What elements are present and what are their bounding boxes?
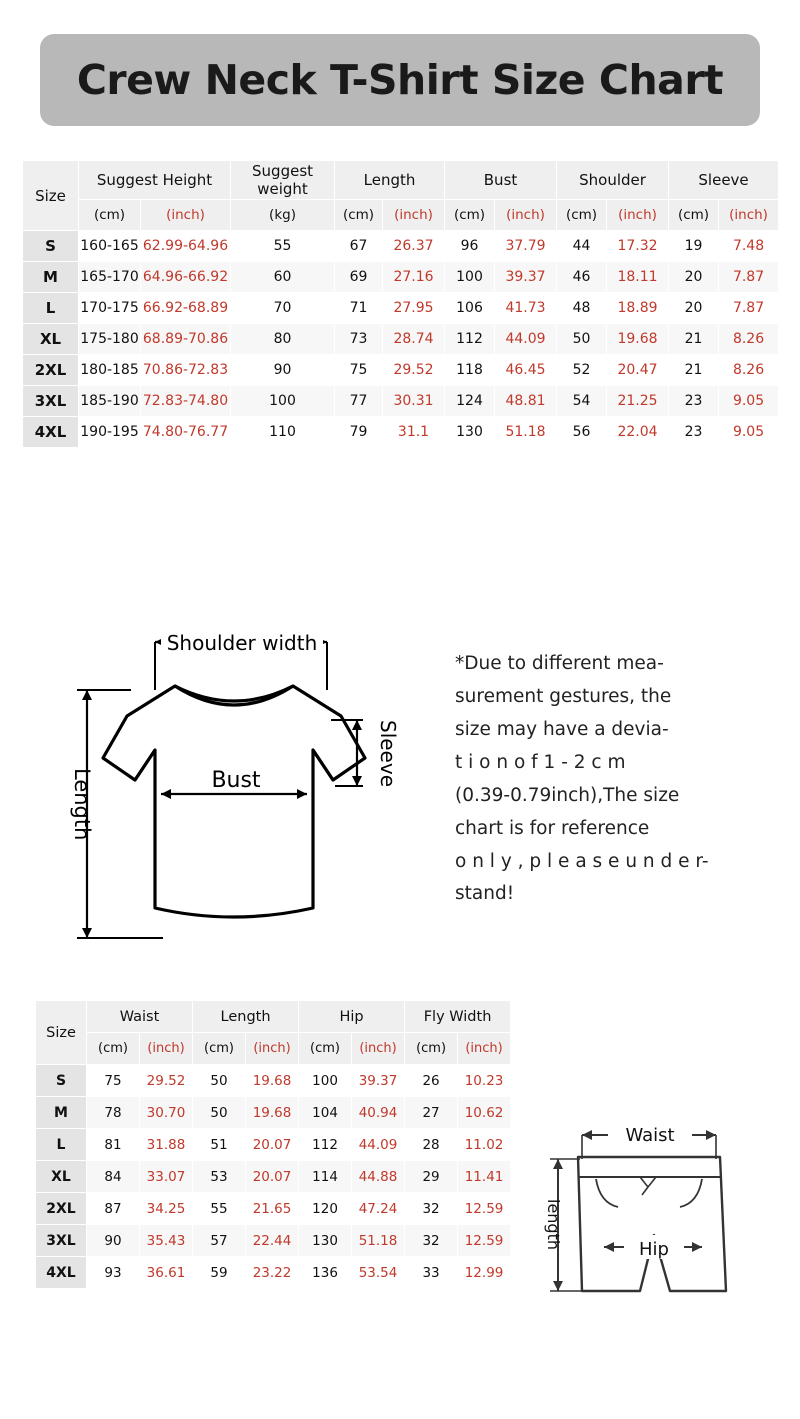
table-row — [36, 1257, 511, 1289]
cell-hip-cm: 112 — [299, 1129, 352, 1161]
page-title-banner — [40, 34, 760, 126]
unit-sleeve-inch: (inch) — [719, 200, 779, 231]
cell-length-inch: 20.07 — [246, 1161, 299, 1193]
unit-weight-kg: (kg) — [231, 200, 335, 231]
cell-bust-cm: 112 — [445, 324, 495, 355]
cell-bust-cm: 100 — [445, 262, 495, 293]
cell-hip-inch: 40.94 — [352, 1097, 405, 1129]
cell-length-inch: 29.52 — [383, 355, 445, 386]
cell-weight-kg: 70 — [231, 293, 335, 324]
cell-waist-inch: 29.52 — [140, 1065, 193, 1097]
cell-hip-inch: 44.88 — [352, 1161, 405, 1193]
cell-hip-cm: 114 — [299, 1161, 352, 1193]
col-header-size: Size — [23, 161, 79, 231]
cell-length-inch: 19.68 — [246, 1097, 299, 1129]
cell-length-inch: 23.22 — [246, 1257, 299, 1289]
col-header-hip: Hip — [299, 1001, 405, 1033]
col-header-shoulder: Shoulder — [557, 161, 669, 200]
cell-sleeve-inch: 9.05 — [719, 417, 779, 448]
cell-length-cm: 67 — [335, 231, 383, 262]
cell-length-inch: 26.37 — [383, 231, 445, 262]
cell-fly-inch: 12.59 — [458, 1225, 511, 1257]
table-row — [36, 1129, 511, 1161]
cell-length-cm: 53 — [193, 1161, 246, 1193]
hip-label: Hip — [639, 1239, 669, 1260]
cell-sleeve-inch: 7.48 — [719, 231, 779, 262]
cell-height-cm: 175-180 — [79, 324, 141, 355]
cell-waist-inch: 36.61 — [140, 1257, 193, 1289]
table-header-row-units — [23, 200, 779, 231]
cell-height-cm: 185-190 — [79, 386, 141, 417]
cell-fly-inch: 12.59 — [458, 1193, 511, 1225]
unit-waist-inch: (inch) — [140, 1033, 193, 1065]
measurement-note — [455, 648, 765, 911]
table-header-row-groups — [36, 1001, 511, 1033]
unit-sleeve-cm: (cm) — [669, 200, 719, 231]
col-header-length: Length — [335, 161, 445, 200]
cell-length-cm: 59 — [193, 1257, 246, 1289]
cell-shoulder-cm: 54 — [557, 386, 607, 417]
unit-shoulder-inch: (inch) — [607, 200, 669, 231]
cell-fly-cm: 32 — [405, 1225, 458, 1257]
length-arrow-head-bottom — [82, 928, 92, 938]
sleeve-arrow-head-bottom — [352, 776, 362, 786]
cell-length-cm: 73 — [335, 324, 383, 355]
cell-height-cm: 165-170 — [79, 262, 141, 293]
cell-hip-cm: 130 — [299, 1225, 352, 1257]
cell-shoulder-inch: 17.32 — [607, 231, 669, 262]
unit-length-inch: (inch) — [383, 200, 445, 231]
col-header-size: Size — [36, 1001, 87, 1065]
cell-length-cm: 50 — [193, 1097, 246, 1129]
shorts-length-label: length — [544, 1199, 563, 1250]
cell-size: 3XL — [36, 1225, 87, 1257]
cell-height-cm: 180-185 — [79, 355, 141, 386]
cell-length-cm: 77 — [335, 386, 383, 417]
sleeve-arrow-head-top — [352, 720, 362, 730]
cell-length-cm: 71 — [335, 293, 383, 324]
cell-bust-inch: 51.18 — [495, 417, 557, 448]
cell-fly-inch: 10.62 — [458, 1097, 511, 1129]
cell-sleeve-cm: 23 — [669, 386, 719, 417]
unit-length-cm: (cm) — [193, 1033, 246, 1065]
unit-waist-cm: (cm) — [87, 1033, 140, 1065]
cell-size: M — [23, 262, 79, 293]
unit-bust-cm: (cm) — [445, 200, 495, 231]
table-row — [36, 1161, 511, 1193]
shorts-size-table — [35, 1000, 511, 1289]
table-row — [23, 262, 779, 293]
cell-sleeve-cm: 20 — [669, 293, 719, 324]
cell-bust-inch: 48.81 — [495, 386, 557, 417]
cell-hip-cm: 120 — [299, 1193, 352, 1225]
cell-size: M — [36, 1097, 87, 1129]
cell-fly-inch: 12.99 — [458, 1257, 511, 1289]
cell-waist-cm: 93 — [87, 1257, 140, 1289]
shorts-length-arrow-head-bottom — [553, 1281, 563, 1291]
cell-height-inch: 74.80-76.77 — [141, 417, 231, 448]
cell-hip-inch: 51.18 — [352, 1225, 405, 1257]
cell-waist-cm: 84 — [87, 1161, 140, 1193]
cell-sleeve-cm: 21 — [669, 355, 719, 386]
shorts-length-arrow-head-top — [553, 1159, 563, 1169]
cell-waist-cm: 75 — [87, 1065, 140, 1097]
table-row — [36, 1193, 511, 1225]
cell-waist-cm: 78 — [87, 1097, 140, 1129]
cell-size: XL — [23, 324, 79, 355]
cell-size: XL — [36, 1161, 87, 1193]
cell-waist-inch: 33.07 — [140, 1161, 193, 1193]
col-header-waist: Waist — [87, 1001, 193, 1033]
cell-height-inch: 68.89-70.86 — [141, 324, 231, 355]
cell-waist-inch: 35.43 — [140, 1225, 193, 1257]
unit-fly-inch: (inch) — [458, 1033, 511, 1065]
tshirt-svg — [55, 608, 415, 978]
note-line: surement gestures, the — [455, 685, 672, 707]
cell-length-inch: 28.74 — [383, 324, 445, 355]
cell-size: 3XL — [23, 386, 79, 417]
cell-bust-cm: 124 — [445, 386, 495, 417]
cell-weight-kg: 55 — [231, 231, 335, 262]
cell-hip-inch: 44.09 — [352, 1129, 405, 1161]
note-line: stand! — [455, 883, 515, 905]
col-header-fly-width: Fly Width — [405, 1001, 511, 1033]
cell-length-cm: 55 — [193, 1193, 246, 1225]
cell-bust-inch: 41.73 — [495, 293, 557, 324]
cell-fly-cm: 32 — [405, 1193, 458, 1225]
cell-fly-cm: 33 — [405, 1257, 458, 1289]
shorts-svg — [530, 1095, 780, 1335]
cell-waist-cm: 81 — [87, 1129, 140, 1161]
cell-bust-cm: 106 — [445, 293, 495, 324]
cell-height-inch: 66.92-68.89 — [141, 293, 231, 324]
note-line: t i o n o f 1 - 2 c m — [455, 751, 626, 773]
cell-waist-cm: 90 — [87, 1225, 140, 1257]
note-line: *Due to different mea- — [455, 653, 664, 674]
table-header-row-units — [36, 1033, 511, 1065]
cell-length-cm: 57 — [193, 1225, 246, 1257]
cell-hip-inch: 53.54 — [352, 1257, 405, 1289]
cell-bust-cm: 130 — [445, 417, 495, 448]
cell-shoulder-cm: 48 — [557, 293, 607, 324]
cell-shoulder-inch: 19.68 — [607, 324, 669, 355]
page-title: Crew Neck T-Shirt Size Chart — [76, 56, 724, 104]
cell-length-inch: 21.65 — [246, 1193, 299, 1225]
cell-sleeve-cm: 20 — [669, 262, 719, 293]
cell-length-inch: 27.95 — [383, 293, 445, 324]
cell-weight-kg: 90 — [231, 355, 335, 386]
cell-size: S — [23, 231, 79, 262]
cell-length-cm: 69 — [335, 262, 383, 293]
note-line: size may have a devia- — [455, 718, 669, 740]
table-row — [23, 324, 779, 355]
cell-shoulder-cm: 50 — [557, 324, 607, 355]
cell-length-cm: 75 — [335, 355, 383, 386]
cell-size: L — [23, 293, 79, 324]
table-row — [36, 1225, 511, 1257]
cell-waist-inch: 30.70 — [140, 1097, 193, 1129]
cell-height-inch: 64.96-66.92 — [141, 262, 231, 293]
cell-height-inch: 62.99-64.96 — [141, 231, 231, 262]
cell-size: L — [36, 1129, 87, 1161]
cell-shoulder-inch: 18.89 — [607, 293, 669, 324]
cell-size: 2XL — [23, 355, 79, 386]
length-label: Length — [70, 768, 94, 841]
table-row — [23, 386, 779, 417]
cell-shoulder-cm: 52 — [557, 355, 607, 386]
cell-height-inch: 72.83-74.80 — [141, 386, 231, 417]
cell-height-inch: 70.86-72.83 — [141, 355, 231, 386]
cell-length-cm: 79 — [335, 417, 383, 448]
cell-sleeve-cm: 19 — [669, 231, 719, 262]
note-line: (0.39-0.79inch),The size — [455, 784, 680, 806]
unit-hip-cm: (cm) — [299, 1033, 352, 1065]
cell-shoulder-inch: 20.47 — [607, 355, 669, 386]
cell-weight-kg: 60 — [231, 262, 335, 293]
table-row — [23, 231, 779, 262]
col-header-suggest-weight: Suggest weight — [231, 161, 335, 200]
cell-length-inch: 20.07 — [246, 1129, 299, 1161]
waist-arrow-head-right — [706, 1130, 716, 1140]
table-header-row-groups — [23, 161, 779, 200]
note-line: chart is for reference — [455, 817, 650, 839]
cell-bust-inch: 39.37 — [495, 262, 557, 293]
cell-shoulder-cm: 44 — [557, 231, 607, 262]
cell-length-inch: 27.16 — [383, 262, 445, 293]
cell-shoulder-inch: 18.11 — [607, 262, 669, 293]
unit-length-inch: (inch) — [246, 1033, 299, 1065]
cell-shoulder-inch: 22.04 — [607, 417, 669, 448]
cell-hip-inch: 47.24 — [352, 1193, 405, 1225]
cell-fly-cm: 28 — [405, 1129, 458, 1161]
table-row — [23, 293, 779, 324]
cell-sleeve-inch: 9.05 — [719, 386, 779, 417]
cell-sleeve-cm: 23 — [669, 417, 719, 448]
cell-shoulder-inch: 21.25 — [607, 386, 669, 417]
cell-size: S — [36, 1065, 87, 1097]
cell-size: 4XL — [36, 1257, 87, 1289]
cell-bust-cm: 118 — [445, 355, 495, 386]
cell-length-cm: 50 — [193, 1065, 246, 1097]
cell-length-cm: 51 — [193, 1129, 246, 1161]
cell-size: 2XL — [36, 1193, 87, 1225]
length-arrow-head-top — [82, 690, 92, 700]
cell-fly-cm: 26 — [405, 1065, 458, 1097]
cell-sleeve-inch: 8.26 — [719, 324, 779, 355]
shorts-measurement-diagram — [530, 1095, 780, 1335]
unit-shoulder-cm: (cm) — [557, 200, 607, 231]
cell-bust-inch: 44.09 — [495, 324, 557, 355]
unit-bust-inch: (inch) — [495, 200, 557, 231]
col-header-sleeve: Sleeve — [669, 161, 779, 200]
tshirt-size-table — [22, 160, 779, 448]
cell-size: 4XL — [23, 417, 79, 448]
tshirt-outline — [103, 686, 365, 917]
cell-height-cm: 170-175 — [79, 293, 141, 324]
unit-fly-cm: (cm) — [405, 1033, 458, 1065]
cell-shoulder-cm: 56 — [557, 417, 607, 448]
cell-hip-cm: 136 — [299, 1257, 352, 1289]
cell-length-inch: 31.1 — [383, 417, 445, 448]
table-row — [36, 1065, 511, 1097]
cell-sleeve-inch: 7.87 — [719, 293, 779, 324]
unit-height-cm: (cm) — [79, 200, 141, 231]
cell-height-cm: 190-195 — [79, 417, 141, 448]
col-header-bust: Bust — [445, 161, 557, 200]
cell-length-inch: 22.44 — [246, 1225, 299, 1257]
tshirt-measurement-diagram — [55, 608, 415, 978]
cell-waist-inch: 34.25 — [140, 1193, 193, 1225]
cell-bust-inch: 37.79 — [495, 231, 557, 262]
cell-bust-inch: 46.45 — [495, 355, 557, 386]
cell-fly-inch: 11.41 — [458, 1161, 511, 1193]
unit-length-cm: (cm) — [335, 200, 383, 231]
cell-fly-inch: 11.02 — [458, 1129, 511, 1161]
cell-fly-cm: 29 — [405, 1161, 458, 1193]
cell-bust-cm: 96 — [445, 231, 495, 262]
waist-arrow-head-left — [582, 1130, 592, 1140]
cell-length-inch: 30.31 — [383, 386, 445, 417]
bust-label: Bust — [211, 768, 261, 793]
cell-hip-cm: 104 — [299, 1097, 352, 1129]
cell-sleeve-inch: 7.87 — [719, 262, 779, 293]
cell-shoulder-cm: 46 — [557, 262, 607, 293]
table-row — [23, 417, 779, 448]
cell-sleeve-cm: 21 — [669, 324, 719, 355]
cell-fly-cm: 27 — [405, 1097, 458, 1129]
shoulder-width-label: Shoulder width — [166, 631, 318, 655]
cell-fly-inch: 10.23 — [458, 1065, 511, 1097]
col-header-length: Length — [193, 1001, 299, 1033]
col-header-suggest-height: Suggest Height — [79, 161, 231, 200]
cell-waist-inch: 31.88 — [140, 1129, 193, 1161]
cell-weight-kg: 110 — [231, 417, 335, 448]
unit-height-inch: (inch) — [141, 200, 231, 231]
cell-weight-kg: 80 — [231, 324, 335, 355]
table-row — [36, 1097, 511, 1129]
unit-hip-inch: (inch) — [352, 1033, 405, 1065]
waist-label: Waist — [625, 1125, 675, 1146]
cell-height-cm: 160-165 — [79, 231, 141, 262]
cell-length-inch: 19.68 — [246, 1065, 299, 1097]
cell-hip-inch: 39.37 — [352, 1065, 405, 1097]
sleeve-label: Sleeve — [376, 720, 400, 788]
cell-waist-cm: 87 — [87, 1193, 140, 1225]
cell-hip-cm: 100 — [299, 1065, 352, 1097]
cell-weight-kg: 100 — [231, 386, 335, 417]
table-row — [23, 355, 779, 386]
note-line: o n l y , p l e a s e u n d e r- — [455, 850, 709, 872]
cell-sleeve-inch: 8.26 — [719, 355, 779, 386]
